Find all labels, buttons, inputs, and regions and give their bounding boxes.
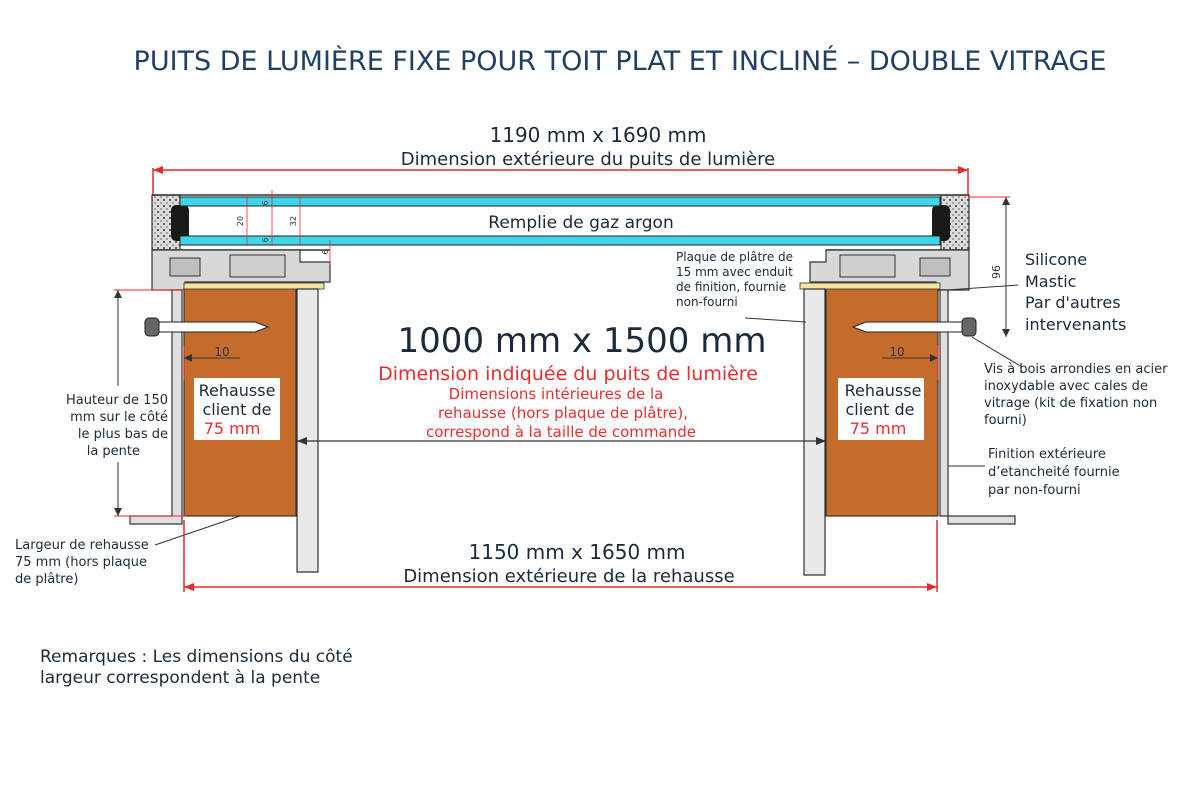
center-dimension-value: 1000 mm x 1500 mm — [397, 321, 767, 361]
height-96-dimension — [968, 197, 1010, 337]
plaque-line3: de finition, fournie — [676, 280, 787, 294]
rehausse-right-line2: client de — [845, 400, 915, 419]
remarks-line2: largeur correspondent à la pente — [40, 668, 321, 688]
dim-96: 96 — [990, 265, 1003, 279]
dim-20: 20 — [236, 215, 245, 227]
silicone-line3: Par d'autres — [1025, 293, 1121, 312]
plaque-line4: non-fourni — [676, 295, 738, 309]
silicone-line1: Silicone — [1025, 250, 1088, 269]
remarks-line1: Remarques : Les dimensions du côté — [40, 647, 353, 667]
hauteur-line1: Hauteur de 150 — [66, 393, 168, 408]
largeur-note — [15, 538, 149, 587]
hauteur-line3: le plus bas de — [77, 427, 168, 442]
rehausse-right-line3: 75 mm — [849, 419, 907, 438]
plaque-note — [676, 250, 793, 309]
dim-6-mid: 6 — [261, 237, 270, 243]
vis-note — [984, 362, 1168, 428]
finition-line3: par non-fourni — [988, 483, 1081, 498]
largeur-line2: 75 mm (hors plaque — [15, 555, 147, 570]
dim-10-left: 10 — [214, 345, 230, 359]
rehausse-right-line1: Rehausse — [844, 381, 922, 400]
finition-line2: d’etancheité fournie — [988, 465, 1120, 480]
plaque-line2: 15 mm avec enduit — [676, 265, 793, 279]
rehausse-left-line2: client de — [202, 400, 272, 419]
argon-gas-label: Remplie de gaz argon — [488, 213, 674, 233]
finition-note — [988, 447, 1120, 498]
silicone-line4: intervenants — [1025, 315, 1127, 334]
vis-line3: vitrage (kit de fixation non — [984, 396, 1158, 411]
upper-glass-pane — [180, 197, 940, 206]
top-dimension-label: Dimension extérieure du puits de lumière — [400, 149, 776, 170]
diagram-title: PUITS DE LUMIÈRE FIXE POUR TOIT PLAT ET INCLINÉ – DOUBLE VITRAGE — [133, 46, 1107, 77]
vis-line1: Vis à bois arrondies en acier — [984, 362, 1168, 377]
hauteur-note — [66, 393, 168, 459]
dim-10-right: 10 — [889, 345, 905, 359]
hauteur-line4: la pente — [86, 444, 140, 459]
rehausse-left-line3: 75 mm — [203, 419, 261, 438]
center-dimension-label: Dimension indiquée du puits de lumière — [378, 363, 758, 385]
inner-dims-line3: correspond à la taille de commande — [426, 423, 696, 441]
bottom-dimension-value: 1150 mm x 1650 mm — [468, 540, 686, 564]
plaque-line1: Plaque de plâtre de — [676, 250, 794, 264]
vis-line2: inoxydable avec cales de — [984, 379, 1148, 394]
dim-6-top: 6 — [261, 200, 270, 206]
silicone-line2: Mastic — [1025, 272, 1077, 291]
silicone-note — [1025, 250, 1126, 334]
largeur-line1: Largeur de rehausse — [15, 538, 149, 553]
hauteur-line2: mm sur le côté — [70, 410, 168, 425]
top-dimension-value: 1190 mm x 1690 mm — [489, 123, 707, 147]
finition-line1: Finition extérieure — [988, 447, 1106, 462]
dim-6-low: 6 — [321, 249, 330, 255]
largeur-line3: de plâtre) — [15, 572, 79, 587]
bottom-dimension-label: Dimension extérieure de la rehausse — [403, 566, 735, 587]
inner-dims-line2: rehausse (hors plaque de plâtre), — [437, 404, 689, 422]
vis-line4: fourni) — [984, 413, 1027, 428]
inner-dims-line1: Dimensions intérieures de la — [448, 385, 664, 403]
dim-32: 32 — [289, 215, 298, 227]
lower-glass-pane — [180, 236, 940, 245]
rehausse-left-line1: Rehausse — [198, 381, 276, 400]
